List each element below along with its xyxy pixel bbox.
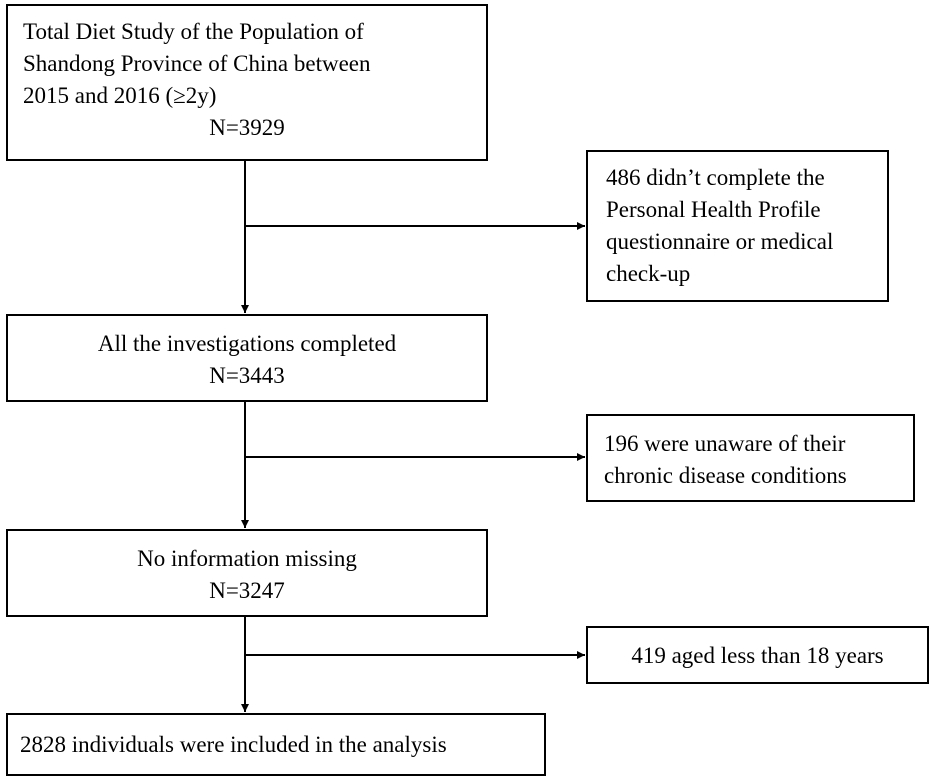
step2-label: All the investigations completed bbox=[97, 331, 397, 356]
step4-label: 2828 individuals were included in the analysis bbox=[20, 732, 447, 757]
exclusion1-line2: Personal Health Profile bbox=[606, 197, 821, 222]
step-box-investigations-completed bbox=[6, 314, 488, 402]
step1-line1 bbox=[23, 16, 471, 48]
step2-count: N=3443 bbox=[209, 363, 285, 388]
step3-count: N=3247 bbox=[209, 578, 285, 603]
exclusion2-line2: chronic disease conditions bbox=[604, 463, 847, 488]
exclusion1-line1: 486 didn’t complete the bbox=[606, 165, 825, 190]
step-box-no-missing-info bbox=[6, 529, 488, 617]
exclusion-box-under-18 bbox=[586, 626, 929, 684]
step1-line2: Shandong Province of China between bbox=[23, 51, 371, 76]
step-box-total-diet-study bbox=[6, 4, 488, 161]
step-box-final-included bbox=[6, 713, 546, 776]
exclusion1-line4: check-up bbox=[606, 261, 691, 286]
step1-count: N=3929 bbox=[209, 115, 285, 140]
step3-label: No information missing bbox=[137, 546, 357, 571]
step1-line1-text: Total Diet Study of the Population of bbox=[23, 19, 364, 44]
exclusion3-line1: 419 aged less than 18 years bbox=[631, 643, 884, 668]
step1-line3: 2015 and 2016 (≥2y) bbox=[23, 83, 217, 108]
exclusion2-line1: 196 were unaware of their bbox=[604, 431, 846, 456]
exclusion-box-incomplete-profile bbox=[586, 150, 889, 302]
exclusion1-line3: questionnaire or medical bbox=[606, 229, 834, 254]
exclusion-box-unaware-conditions bbox=[586, 414, 915, 502]
